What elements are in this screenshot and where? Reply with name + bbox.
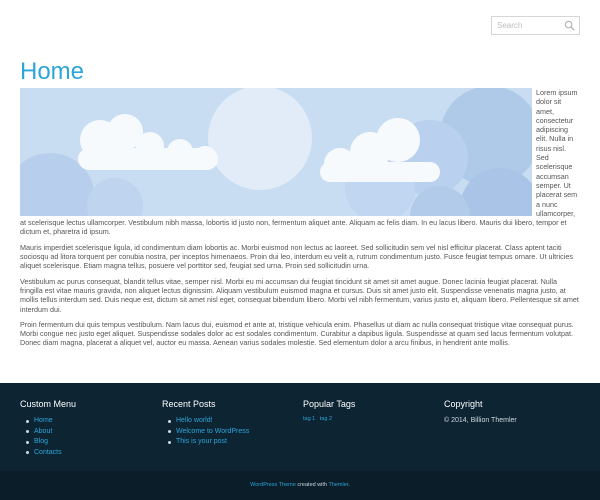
- custom-menu-title: Custom Menu: [20, 399, 77, 409]
- recent-posts-list: [162, 416, 249, 448]
- tag-link[interactable]: tag 2: [319, 416, 332, 422]
- menu-link[interactable]: About: [34, 427, 53, 435]
- clouds-illustration: [20, 88, 532, 216]
- credit-text: created with: [295, 482, 329, 488]
- hero-image: [20, 88, 532, 216]
- menu-link[interactable]: Blog: [34, 438, 49, 445]
- search-input[interactable]: [497, 19, 563, 32]
- menu-link[interactable]: Contacts: [34, 448, 62, 456]
- footer-popular-tags: [303, 398, 355, 422]
- copyright-title: Copyright: [444, 399, 483, 409]
- paragraph: Proin fermentum dui quis tempus vestibulum. Nam lacus dui, euismod et ante at, tristique vehicula enim. Phasellus ut diam ac nulla consequat tristique vitae consequat purus. Morbi congue nec justo eget aliquet. Suspendisse sodales dolor ac est sodales condimentum. Curabitur a dapibus ligula. Suspendisse at quam sed lacus fermentum volutpat. Donec diam magna, placerat a aliquet vel, auctor eu massa. Aenean varius sodales molestie. Sed elementum dolor a arcu finibus, in hendrerit ante mollis.: [20, 319, 574, 348]
- paragraph: Lorem ipsum dolor sit amet, consectetur adipiscing elit. Nulla in risus nisl. Sed scelerisque accumsan semper. Ut placerat sem a nunc ullamcorper, at scelerisque lectus ullamcorper. Vestibulum nibh massa, lobortis id justo non, fermentum aliquet ante. Aliquam ac felis diam. In eu lacus libero. Mauris dui libero, tempor et dictum et, pharetra id ipsum.: [20, 88, 578, 237]
- paragraph: Vestibulum ac purus consequat, blandit tellus vitae, semper nisl. Morbi eu mi accumsan dui feugiat tincidunt sit amet sit amet augue. Donec lacinia feugiat placerat. Nulla fringilla est vitae mauris gravida, non aliquet lectus dignissim. Aliquam vestibulum euismod magna et cursus. Duis sit amet justo elit. Suspendisse venenatis magna justo, at mollis tellus interdum sed. Duis neque est, dictum sit amet nisl eget, consequat bibendum libero. Morbi vel nibh fermentum, varius justo et, aliquam libero. Pellentesque sit amet interdum dui.: [20, 276, 579, 314]
- recent-post-link[interactable]: Welcome to WordPress: [176, 427, 250, 435]
- recent-posts-title: Recent Posts: [162, 399, 216, 409]
- custom-menu-list: [20, 416, 76, 458]
- page-title: Home: [20, 58, 85, 85]
- bottom-bar: [0, 471, 600, 500]
- menu-item-blog[interactable]: [20, 437, 76, 448]
- credit-end: .: [348, 482, 350, 488]
- recent-post-item[interactable]: [162, 437, 249, 448]
- tag-link[interactable]: tag 1: [303, 416, 316, 422]
- wordpress-theme-link[interactable]: WordPress Theme: [250, 482, 296, 488]
- themler-link[interactable]: Themler: [328, 482, 349, 488]
- footer: [0, 383, 600, 471]
- recent-post-link[interactable]: This is your post: [176, 438, 227, 445]
- footer-copyright: [444, 398, 517, 426]
- tag-cloud: [303, 416, 355, 422]
- search-icon[interactable]: [564, 20, 575, 31]
- menu-item-about[interactable]: [20, 427, 76, 438]
- menu-item-contacts[interactable]: [20, 448, 76, 459]
- footer-recent-posts: [162, 398, 249, 448]
- popular-tags-title: Popular Tags: [303, 399, 356, 409]
- recent-post-link[interactable]: Hello world!: [176, 417, 213, 424]
- search-box[interactable]: [491, 16, 580, 35]
- recent-post-item[interactable]: [162, 416, 249, 427]
- recent-post-item[interactable]: [162, 427, 249, 438]
- footer-custom-menu: [20, 398, 76, 458]
- paragraph: Mauris imperdiet scelerisque ligula, id condimentum diam lobortis ac. Morbi euismod non lectus ac laoreet. Sed sollicitudin sem vel nisl efficitur placerat. Class aptent taciti sociosqu ad litora torquent per conubia nostra, per inceptos himenaeos. Proin dui leo, interdum eu velit a, rutrum condimentum justo. Fusce feugiat tempus ornare. Ut ultricies aliquet scelerisque. Etiam magna tellus, posuere vel porttitor sed, feugiat sed urna. Proin sed sollicitudin urna.: [20, 242, 573, 271]
- post-content: [20, 88, 580, 354]
- menu-link[interactable]: Home: [34, 417, 53, 424]
- menu-item-home[interactable]: [20, 416, 76, 427]
- copyright-text: © 2014, Billion Themler: [444, 417, 517, 424]
